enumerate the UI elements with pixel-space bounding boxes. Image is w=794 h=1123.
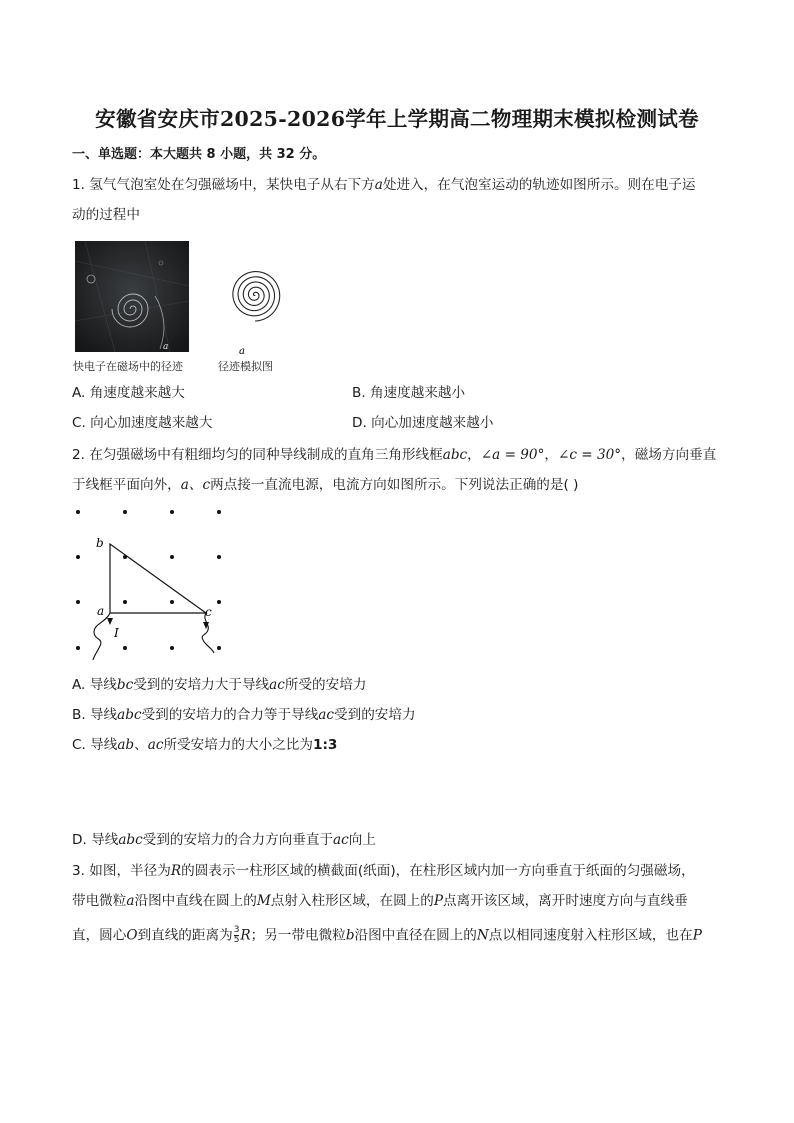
- spiral-trajectory-diagram: [193, 240, 317, 356]
- q1-option-c[interactable]: C. 向心加速度越来越大: [72, 415, 213, 431]
- svg-text:a: a: [163, 342, 169, 352]
- q1-option-d[interactable]: D. 向心加速度越来越小: [352, 415, 494, 431]
- current-arrow-in: [107, 618, 113, 625]
- bubble-chamber-photo: [75, 241, 189, 352]
- triangle-circuit-diagram: [66, 500, 236, 665]
- section-heading: 一、单选题：本大题共 8 小题，共 32 分。: [72, 147, 326, 162]
- spiral-label-a: a: [239, 346, 245, 356]
- q2-stem-line2: 于线框平面向外，a、c两点接一直流电源，电流方向如图所示。下列说法正确的是( ): [72, 477, 579, 493]
- caption-spiral: 径迹模拟图: [218, 360, 273, 373]
- q2-option-a[interactable]: A. 导线bc受到的安培力大于导线ac所受的安培力: [72, 677, 367, 693]
- q2-option-d[interactable]: D. 导线abc受到的安培力的合力方向垂直于ac向上: [72, 832, 376, 848]
- q1-option-b[interactable]: B. 角速度越来越小: [352, 385, 466, 401]
- page-title: 安徽省安庆市2025-2026学年上学期高二物理期末模拟检测试卷: [95, 107, 699, 131]
- q1-stem-line2: 动的过程中: [72, 207, 140, 223]
- q2-stem-line1: 2. 在匀强磁场中有粗细均匀的同种导线制成的直角三角形线框abc，∠a = 90°，∠c = 30°，磁场方向垂直: [72, 447, 717, 463]
- magnetic-field-dots: [76, 510, 221, 650]
- vertex-label-b: b: [96, 536, 104, 550]
- q3-stem-line3: 直，圆心O到直线的距离为 $\frac{3}{5}$ R；另一带电微粒b沿图中直径在圆上的N点以相同速度射入柱形区域，也在P: [72, 925, 702, 945]
- current-label-i: I: [114, 626, 119, 640]
- caption-bubble-photo: 快电子在磁场中的径迹: [73, 360, 183, 373]
- q3-stem-line1: 3. 如图，半径为R的圆表示一柱形区域的横截面(纸面)，在柱形区域内加一方向垂直于纸面的匀强磁场，: [72, 863, 695, 879]
- vertex-label-a: a: [97, 604, 105, 618]
- input-wire: [93, 613, 110, 660]
- q2-option-c[interactable]: C. 导线ab、ac所受安培力的大小之比为1:3: [72, 737, 338, 753]
- q1-stem-line1: 1. 氢气气泡室处在匀强磁场中，某快电子从右下方a处进入，在气泡室运动的轨迹如图所示。则在电子运: [72, 177, 696, 193]
- q1-option-a[interactable]: A. 角速度越来越大: [72, 385, 185, 401]
- q2-option-b[interactable]: B. 导线abc受到的安培力的合力等于导线ac受到的安培力: [72, 707, 416, 723]
- vertex-label-c: c: [205, 605, 212, 619]
- fraction-three-fifths: $\frac{3}{5}$: [233, 925, 240, 945]
- q3-stem-line2: 带电微粒a沿图中直线在圆上的M点射入柱形区域，在圆上的P点离开该区域，离开时速度方向与直线垂: [72, 893, 688, 909]
- output-wire: [202, 613, 214, 653]
